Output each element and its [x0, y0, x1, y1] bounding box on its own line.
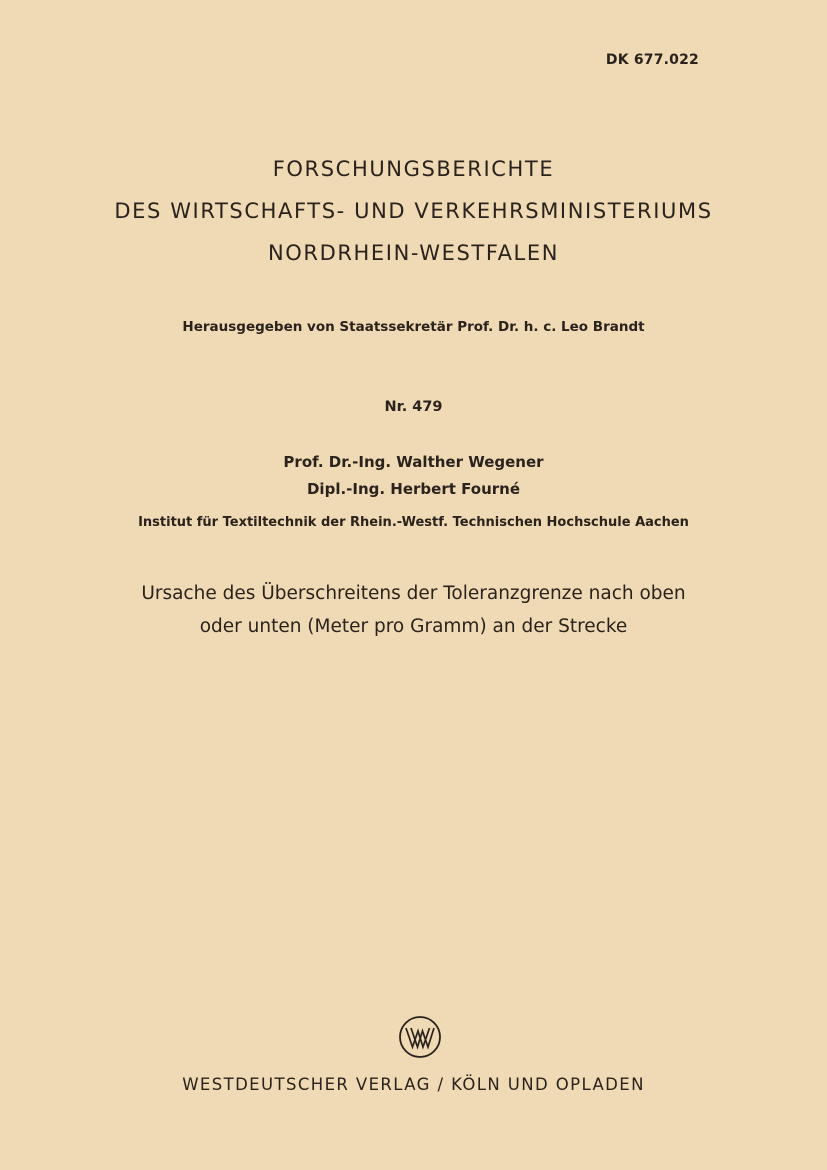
issue-number: Nr. 479 — [384, 399, 443, 415]
book-title-line-1: Ursache des Überschreitens der Toleranzgrenze nach oben — [141, 583, 686, 604]
series-title-line-3: NORDRHEIN-WESTFALEN — [267, 241, 560, 265]
classification-number: DK 677.022 — [605, 52, 699, 68]
author-2: Dipl.-Ing. Herbert Fourné — [306, 480, 520, 498]
series-title-line-1: FORSCHUNGSBERICHTE — [272, 157, 555, 181]
series-title-line-2: DES WIRTSCHAFTS- UND VERKEHRSMINISTERIUMS — [114, 199, 713, 223]
institute: Institut für Textiltechnik der Rhein.-Westf. Technischen Hochschule Aachen — [138, 515, 689, 530]
book-title-line-2: oder unten (Meter pro Gramm) an der Strecke — [199, 616, 628, 637]
publisher-imprint: WESTDEUTSCHER VERLAG / KÖLN UND OPLADEN — [182, 1075, 645, 1094]
editor-line: Herausgegeben von Staatssekretär Prof. Dr. h. c. Leo Brandt — [182, 319, 645, 335]
author-1: Prof. Dr.-Ing. Walther Wegener — [283, 453, 544, 471]
westdeutscher-verlag-logo-icon — [398, 1015, 442, 1059]
